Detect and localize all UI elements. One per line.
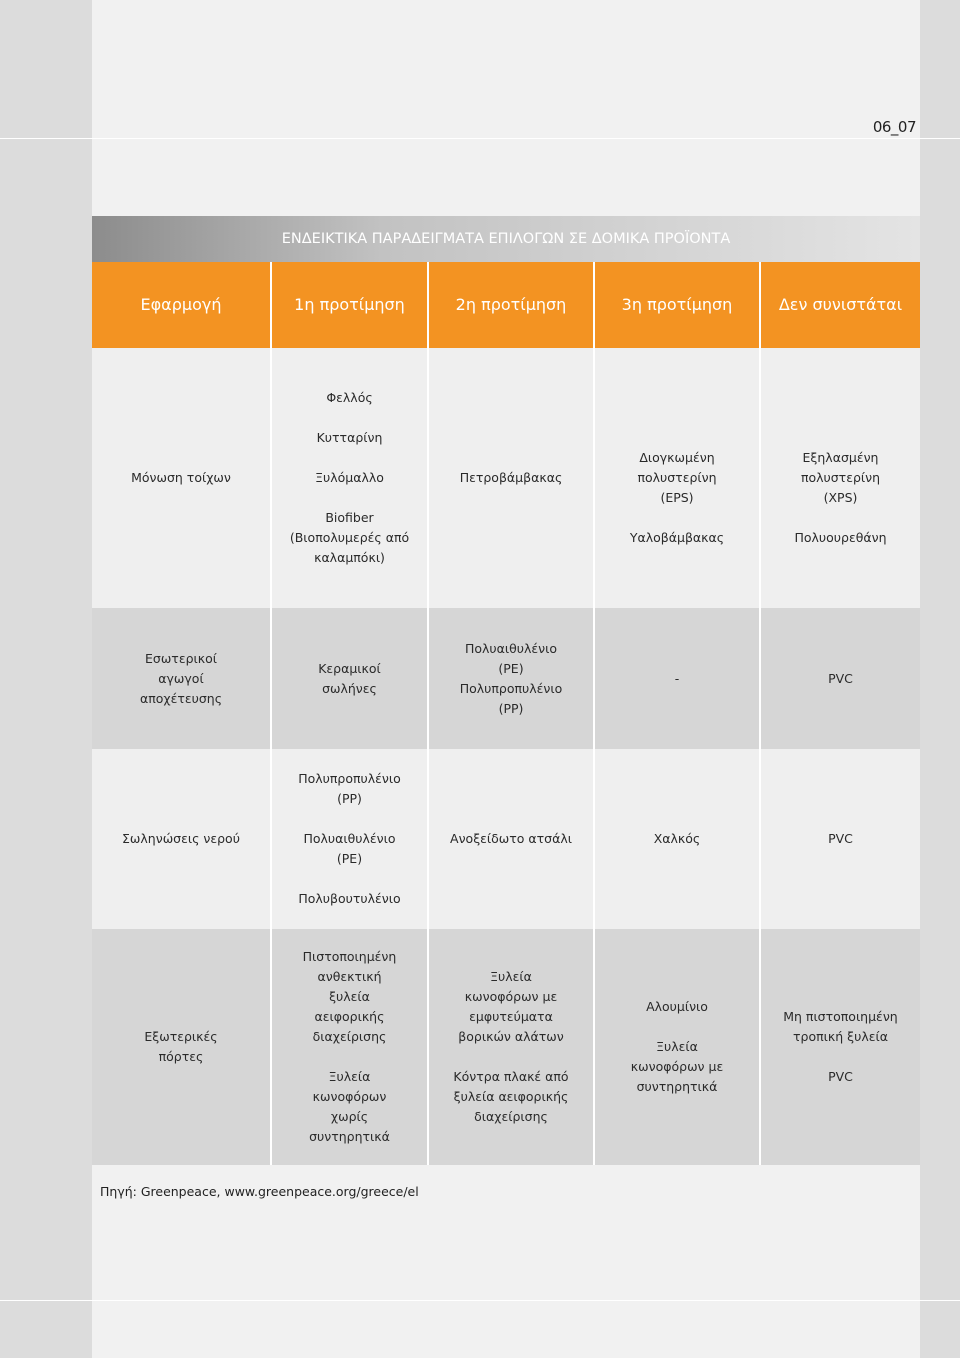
second-choice-cell <box>429 929 595 1165</box>
application-label: πόρτες <box>158 1049 204 1064</box>
item-text: τροπική ξυλεία <box>793 1029 888 1044</box>
item-text: κωνοφόρων με <box>630 1059 724 1074</box>
item-text: καλαμπόκι) <box>314 550 385 565</box>
first-choice-cell <box>272 929 429 1165</box>
item-text: σωλήνες <box>322 680 377 696</box>
item-text: Χαλκός <box>653 831 701 846</box>
item-text: ξυλεία <box>329 989 370 1004</box>
item-text: Ανοξείδωτο ατσάλι <box>450 831 572 846</box>
item-text: Μη πιστοποιημένη <box>783 1009 898 1024</box>
not-recommended-cell <box>761 348 920 608</box>
header-not-recommended: Δεν συνιστάται <box>778 295 903 314</box>
table-row-insulation <box>92 348 920 608</box>
table-row-drainage <box>92 608 920 749</box>
item-text: Πολυπροπυλένιο <box>459 680 563 696</box>
item-text: Πολυουρεθάνη <box>794 530 887 545</box>
item-text: κωνοφόρων <box>312 1089 387 1104</box>
item-text: ανθεκτική <box>317 969 382 984</box>
item-text: Υαλοβάμβακας <box>629 530 725 545</box>
header-third-choice: 3η προτίμηση <box>595 262 761 348</box>
first-choice-cell <box>272 749 429 929</box>
header-application: Εφαρμογή <box>92 262 272 348</box>
table-row-water-pipes <box>92 749 920 929</box>
item-text: PVC <box>828 1069 853 1084</box>
item-text: Ξυλεία <box>656 1039 698 1054</box>
page-number: 06_07 <box>872 118 916 136</box>
item-text: διαχείρισης <box>312 1029 387 1044</box>
application-label: Μόνωση τοίχων <box>131 470 231 485</box>
bottom-rule <box>0 1300 960 1301</box>
item-text: Κόντρα πλακέ από <box>453 1069 569 1084</box>
item-text: Πολυπροπυλένιο <box>298 771 401 786</box>
item-text: συντηρητικά <box>309 1129 390 1144</box>
not-recommended-cell <box>761 608 920 749</box>
not-recommended-cell <box>761 929 920 1165</box>
second-choice-cell <box>429 749 595 929</box>
item-text: Διογκωμένη <box>639 450 715 465</box>
item-text: Φελλός <box>326 390 373 405</box>
item-text: (EPS) <box>660 490 694 505</box>
item-text: Κυτταρίνη <box>316 430 383 445</box>
item-text: Πολυαιθυλένιο <box>303 831 396 846</box>
not-recommended-cell <box>761 749 920 929</box>
second-choice-cell <box>429 608 595 749</box>
second-choice-cell <box>429 348 595 608</box>
application-label: Εσωτερικοί <box>145 650 217 666</box>
top-rule <box>0 138 960 139</box>
item-text: ξυλεία αειφορικής <box>453 1089 569 1104</box>
item-text: (PP) <box>498 700 524 716</box>
item-text: Εξηλασμένη <box>802 450 879 465</box>
table-header-row <box>92 262 920 348</box>
item-text: διαχείρισης <box>474 1109 548 1124</box>
item-text: συντηρητικά <box>636 1079 718 1094</box>
application-label: αποχέτευσης <box>139 690 223 706</box>
table-row-exterior-doors <box>92 929 920 1165</box>
item-text: PVC <box>828 831 853 846</box>
item-text: εμφυτεύματα <box>469 1009 553 1024</box>
item-text: PVC <box>828 670 853 686</box>
third-choice-cell <box>595 929 761 1165</box>
item-text: πολυστερίνη <box>637 470 717 485</box>
item-text: (PE) <box>336 851 363 866</box>
item-text: Ξυλόμαλλο <box>315 470 384 485</box>
item-text: Ξυλεία <box>328 1069 371 1084</box>
item-text: Biofiber <box>325 510 374 525</box>
item-text: κωνοφόρων με <box>464 989 558 1004</box>
header-first-choice: 1η προτίμηση <box>272 262 429 348</box>
application-label: αγωγοί <box>158 670 204 686</box>
header-second-choice: 2η προτίμηση <box>429 262 595 348</box>
item-text: Αλουμίνιο <box>646 999 708 1014</box>
item-text: χωρίς <box>330 1109 369 1124</box>
item-text: (XPS) <box>823 490 858 505</box>
application-label: Σωληνώσεις νερού <box>122 831 240 846</box>
application-cell <box>92 608 272 749</box>
application-label: Εξωτερικές <box>144 1029 218 1044</box>
first-choice-cell <box>272 608 429 749</box>
third-choice-cell <box>595 348 761 608</box>
application-cell <box>92 348 272 608</box>
item-text: Κεραμικοί <box>318 660 381 676</box>
item-text: βορικών αλάτων <box>458 1029 564 1044</box>
item-text: Πιστοποιημένη <box>302 949 397 964</box>
item-text: Πολυβουτυλένιο <box>298 891 401 906</box>
third-choice-cell <box>595 608 761 749</box>
item-text: Ξυλεία <box>490 969 532 984</box>
source-note: Πηγή: Greenpeace, www.greenpeace.org/greece/el <box>100 1184 419 1199</box>
item-text: - <box>674 670 680 686</box>
application-cell <box>92 749 272 929</box>
item-text: αειφορικής <box>314 1009 385 1024</box>
first-choice-cell <box>272 348 429 608</box>
item-text: (PE) <box>498 660 524 676</box>
item-text: Πολυαιθυλένιο <box>464 640 558 656</box>
item-text: πολυστερίνη <box>800 470 881 485</box>
third-choice-cell <box>595 749 761 929</box>
item-text: Πετροβάμβακας <box>459 470 563 485</box>
item-text: (Βιοπολυμερές από <box>289 530 410 545</box>
item-text: (PP) <box>337 791 362 806</box>
table-title: ΕΝΔΕΙΚΤΙΚΑ ΠΑΡΑΔΕΙΓΜΑΤΑ ΕΠΙΛΟΓΩΝ ΣΕ ΔΟΜΙΚΑ ΠΡΟΪΟΝΤΑ <box>92 216 920 262</box>
application-cell <box>92 929 272 1165</box>
